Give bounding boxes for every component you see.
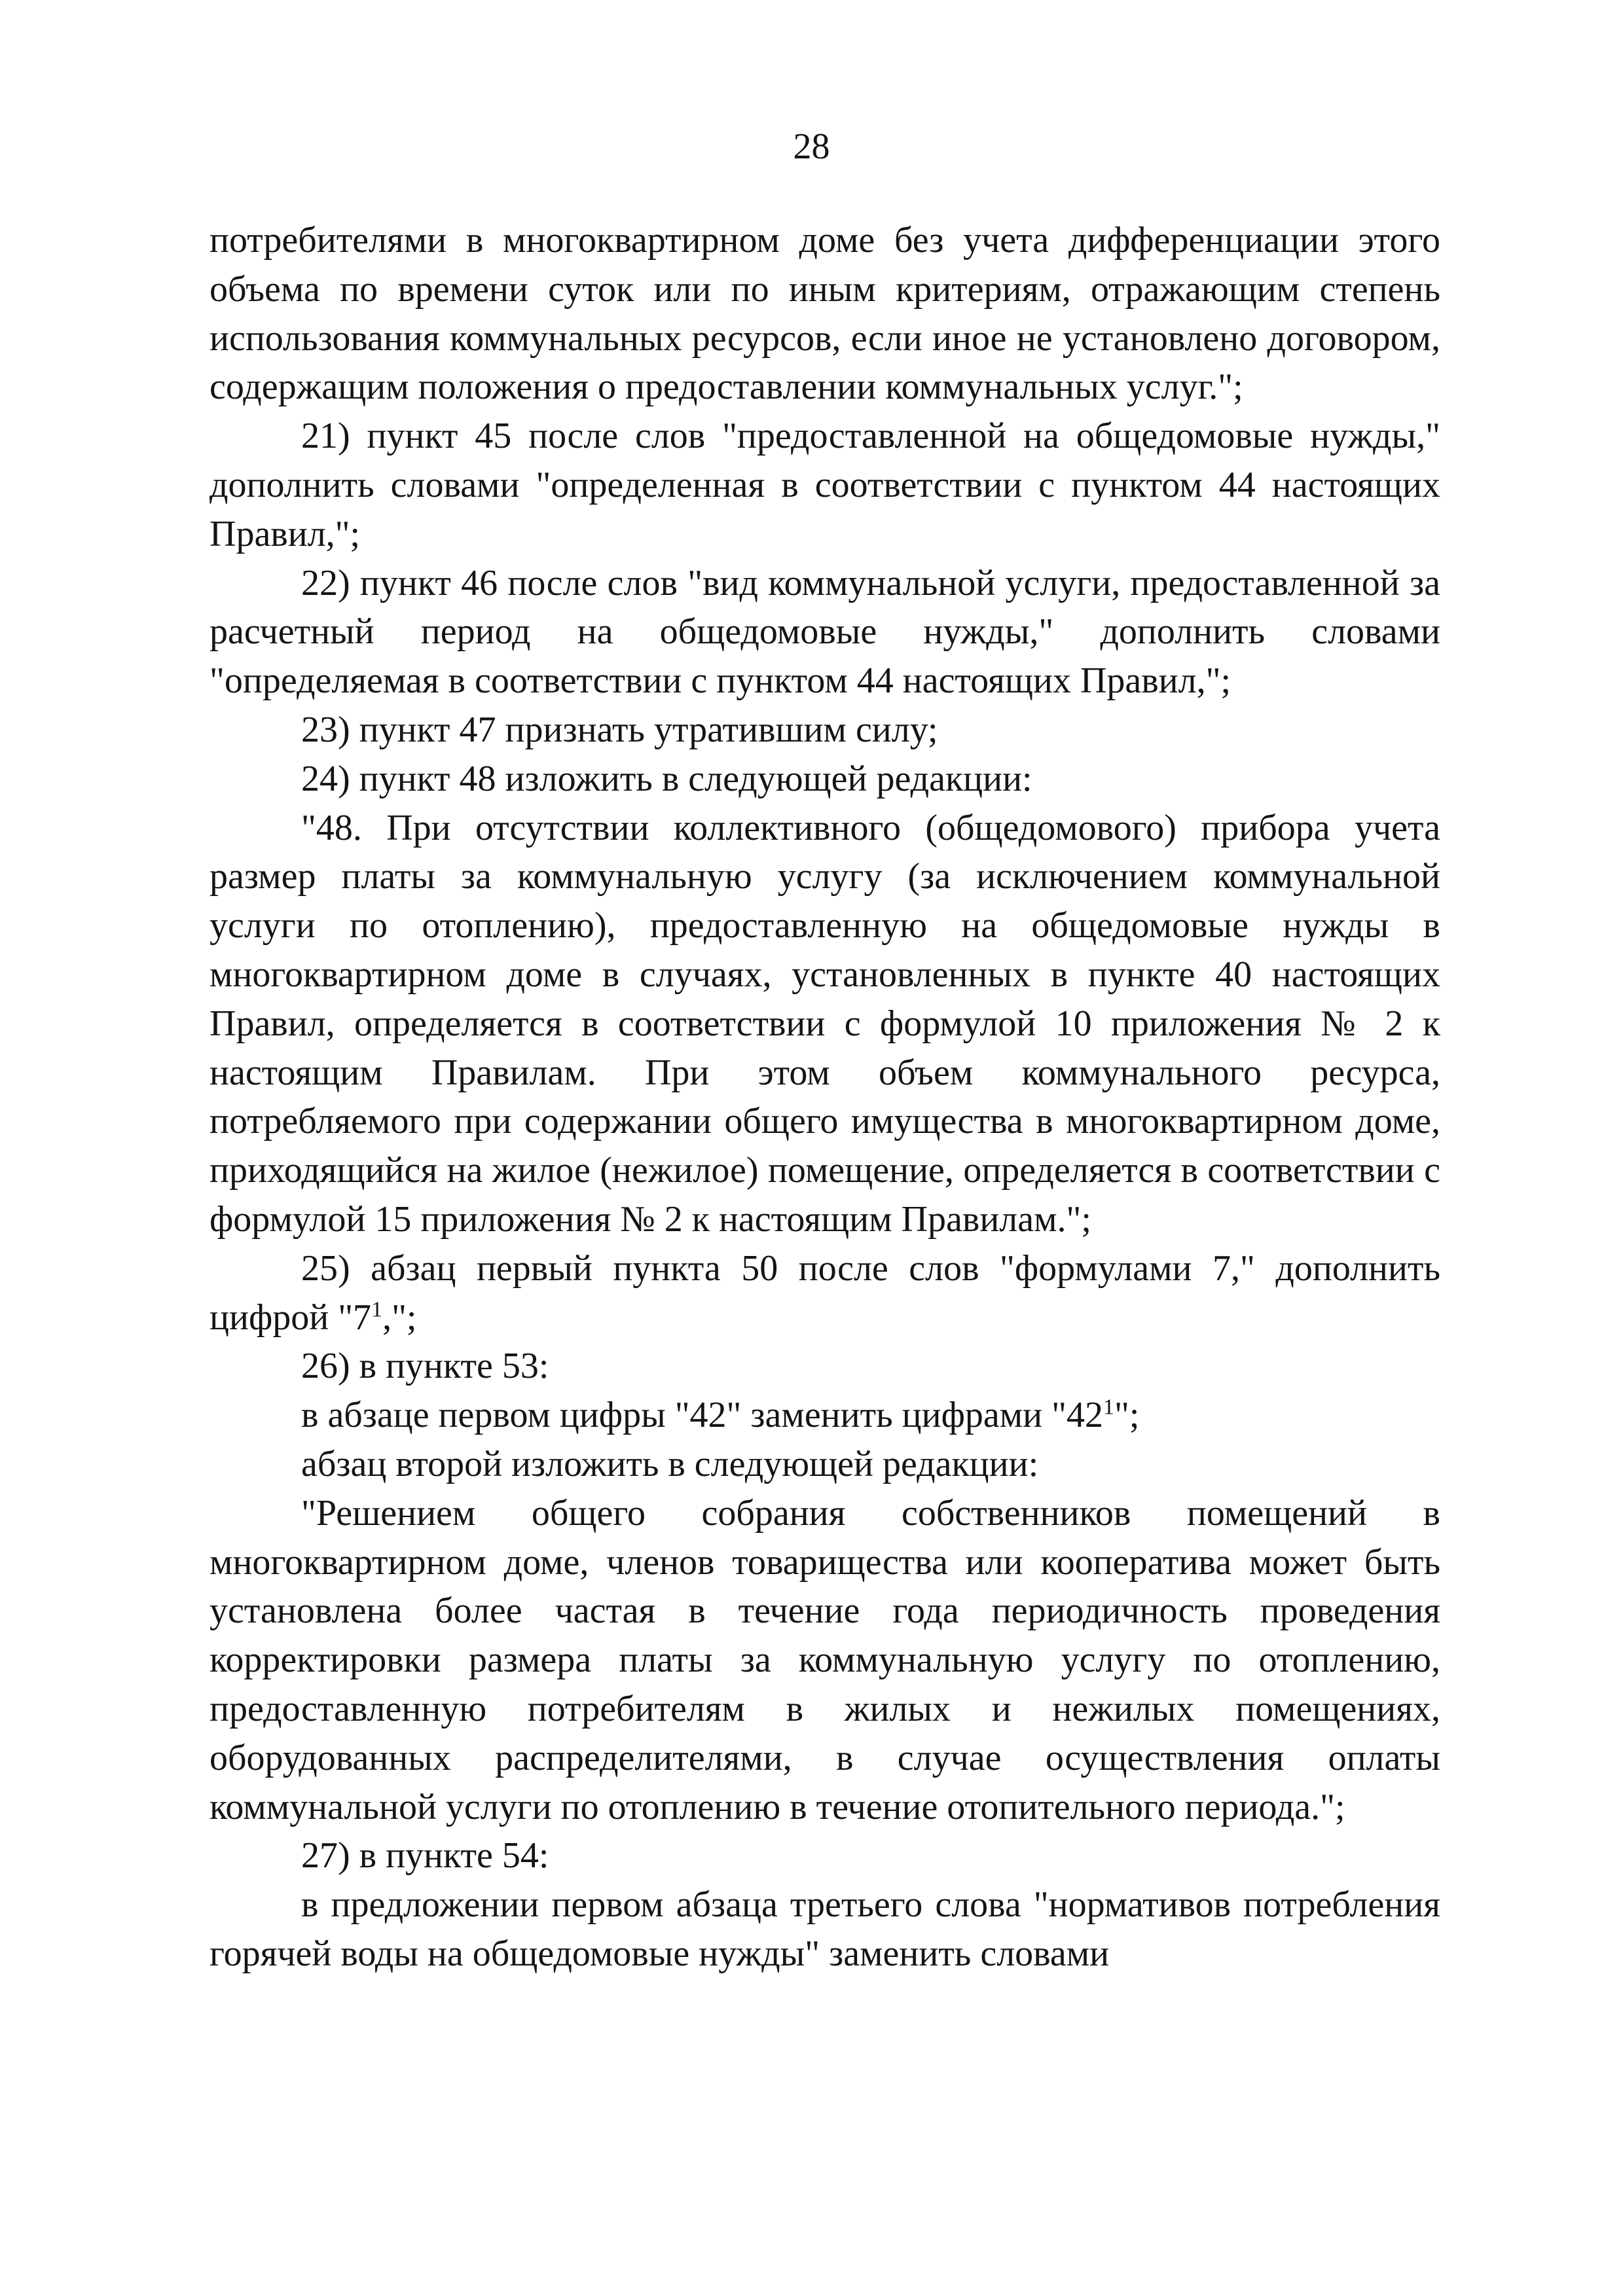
superscript: 1 <box>371 1297 383 1321</box>
paragraph: 24) пункт 48 изложить в следующей редакции: <box>301 758 1032 799</box>
paragraph: "48. При отсутствии коллективного (общедомового) прибора учета размер платы за коммунальную услугу (за исключением коммунальной услуги по отоплению), предоставленную на общедомовые нужды в многоквартирном доме в случаях, установленных в пункте 40 настоящих Правил, определяется в соответствии с формулой 10 приложения № 2 к настоящим Правилам. При этом объем коммунального ресурса, потребляемого при содержании общего имущества в многоквартирном доме, приходящийся на жилое (нежилое) помещение, определяется в соответствии с формулой 15 приложения № 2 к настоящим Правилам."; <box>210 807 1440 1240</box>
paragraph: потребителями в многоквартирном доме без учета дифференциации этого объема по времени суток или по иным критериям, отражающим степень использования коммунальных ресурсов, если иное не установлено договором, содержащим положения о предоставлении коммунальных услуг."; <box>210 220 1440 408</box>
paragraph: 26) в пункте 53: <box>301 1346 549 1387</box>
paragraph-text: в абзаце первом цифры "42" заменить цифрами "42 <box>301 1395 1103 1436</box>
paragraph: 22) пункт 46 после слов "вид коммунальной услуги, предоставленной за расчетный период на общедомовые нужды," дополнить словами "определяемая в соответствии с пунктом 44 настоящих Правил,"; <box>210 562 1440 702</box>
paragraph: абзац второй изложить в следующей редакции: <box>301 1443 1039 1484</box>
paragraph-text: 25) абзац первый пункта 50 после слов "формулами 7," дополнить цифрой "7 <box>210 1247 1440 1338</box>
paragraph <box>210 1244 1440 1342</box>
superscript: 1 <box>1103 1395 1114 1420</box>
paragraph: "Решением общего собрания собственников помещений в многоквартирном доме, членов товарищества или кооператива может быть установлена более частая в течение года периодичность проведения корректировки размера платы за коммунальную услугу по отоплению, предоставленную потребителям в жилых и нежилых помещениях, оборудованных распределителями, в случае осуществления оплаты коммунальной услуги по отоплению в течение отопительного периода."; <box>210 1492 1440 1827</box>
paragraph: 23) пункт 47 признать утратившим силу; <box>301 709 938 750</box>
paragraph: 21) пункт 45 после слов "предоставленной на общедомовые нужды," дополнить словами "определенная в соответствии с пунктом 44 настоящих Правил,"; <box>210 416 1440 554</box>
paragraph <box>210 1391 1440 1440</box>
paragraph: 27) в пункте 54: <box>301 1835 549 1876</box>
paragraph-text: "; <box>1114 1395 1140 1436</box>
page-number: 28 <box>793 126 830 167</box>
paragraph-text: ,"; <box>382 1297 417 1338</box>
document-body <box>210 216 1440 1979</box>
paragraph: в предложении первом абзаца третьего слова "нормативов потребления горячей воды на общедомовые нужды" заменить словами <box>210 1884 1440 1974</box>
